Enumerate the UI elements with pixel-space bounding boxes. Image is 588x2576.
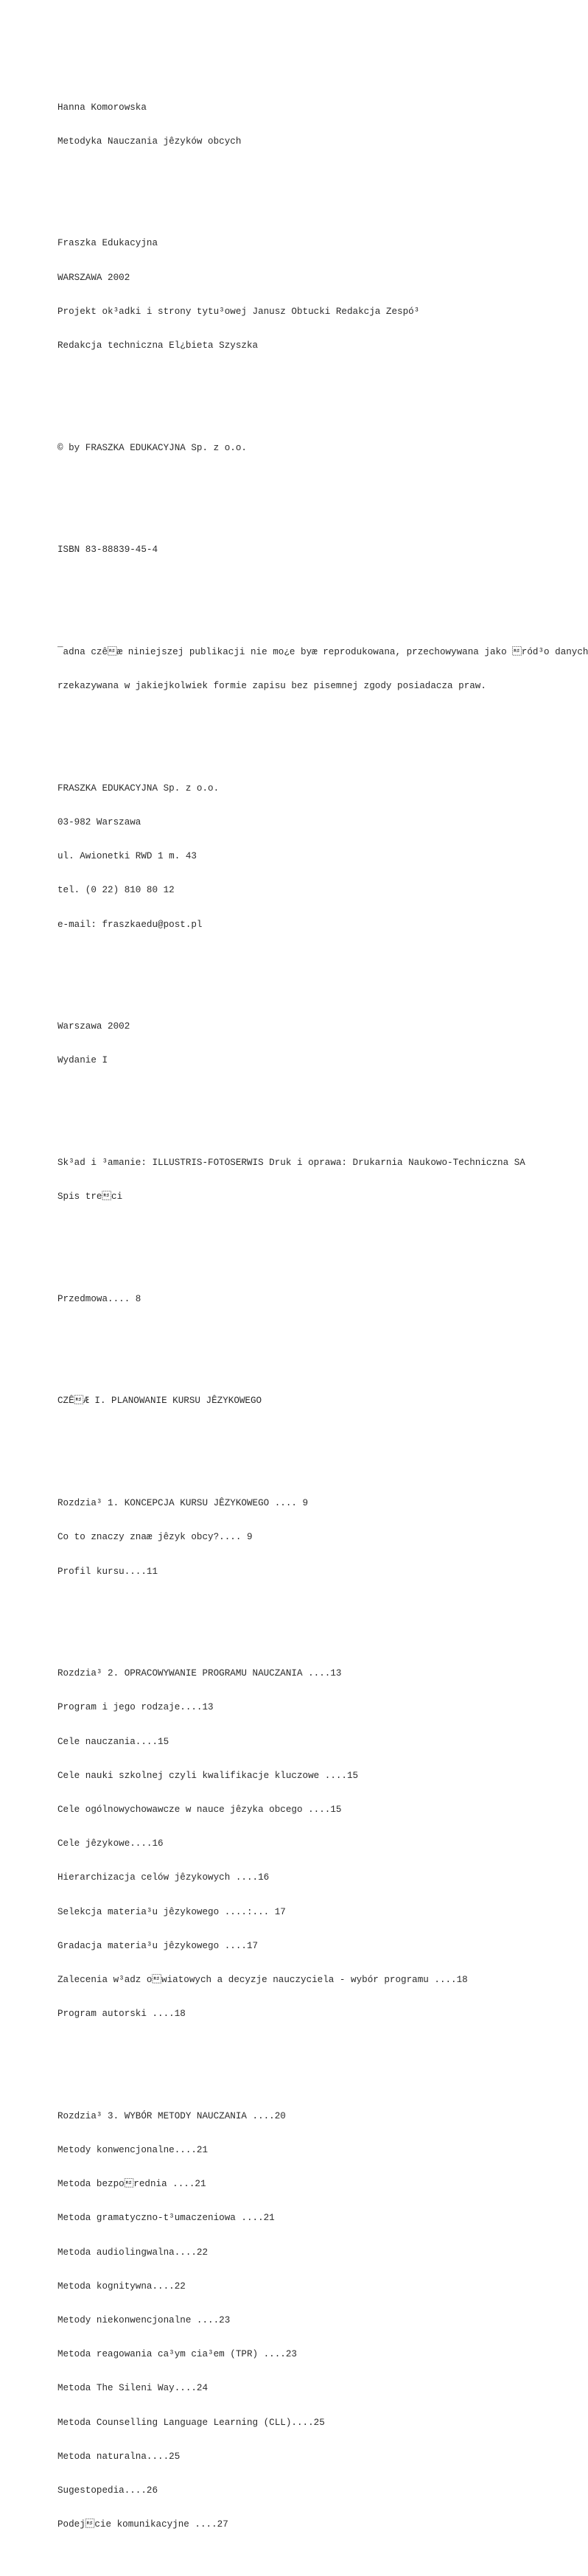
publisher-name: Fraszka Edukacyjna bbox=[57, 238, 158, 249]
isbn-block bbox=[57, 522, 566, 579]
rights-block bbox=[57, 624, 588, 715]
toc-entry: Cele ogólnowychowawcze w nauce jêzyka obcego ....15 bbox=[57, 1804, 342, 1815]
production-block bbox=[57, 1135, 566, 1225]
chapter-heading: Rozdzia³ 2. OPRACOWYWANIE PROGRAMU NAUCZANIA ....13 bbox=[57, 1668, 342, 1679]
toc-entry: Selekcja materia³u jêzykowego ....:... 17 bbox=[57, 1906, 286, 1917]
toc-entry: Cele jêzykowe....16 bbox=[57, 1838, 164, 1849]
isbn: ISBN 83-88839-45-4 bbox=[57, 545, 158, 556]
company-name: FRASZKA EDUKACYJNA Sp. z o.o. bbox=[57, 783, 220, 794]
foreword-block bbox=[57, 1271, 566, 1328]
address-block bbox=[57, 760, 566, 953]
part-heading: CZÊ Æ I. PLANOWANIE KURSU JÊZYKOWEGO bbox=[57, 1396, 262, 1407]
toc-entry: Podej cie komunikacyjne ....27 bbox=[57, 2519, 228, 2530]
toc-entry: Metoda naturalna....25 bbox=[57, 2451, 181, 2462]
toc-entry: Metoda reagowania ca³ym cia³em (TPR) ....23 bbox=[57, 2349, 297, 2360]
toc-entry: Hierarchizacja celów jêzykowych ....16 bbox=[57, 1872, 270, 1883]
toc-entry: Sugestopedia....26 bbox=[57, 2485, 158, 2496]
rights-notice-line: ¯adna czê æ niniejszej publikacji nie mo¿e byæ reprodukowana, przechowywana jako ród³o danych bbox=[57, 646, 588, 657]
toc-entry-foreword: Przedmowa.... 8 bbox=[57, 1293, 141, 1304]
toc-entry: Program autorski ....18 bbox=[57, 2009, 186, 2020]
postal-code-city: 03-982 Warszawa bbox=[57, 816, 141, 827]
document-text bbox=[57, 57, 588, 2576]
toc-entry: Profil kursu....11 bbox=[57, 1566, 158, 1577]
book-title: Metodyka Nauczania jêzyków obcych bbox=[57, 136, 242, 147]
phone-number: tel. (0 22) 810 80 12 bbox=[57, 885, 175, 896]
toc-entry: Gradacja materia³u jêzykowego ....17 bbox=[57, 1940, 259, 1951]
toc-heading: Spis tre ci bbox=[57, 1191, 123, 1203]
copyright-notice: © by FRASZKA EDUKACYJNA Sp. z o.o. bbox=[57, 442, 247, 453]
chapter-heading: Rozdzia³ 1. KONCEPCJA KURSU JÊZYKOWEGO .... 9 bbox=[57, 1498, 309, 1509]
edition-block bbox=[57, 998, 566, 1089]
rights-notice-line: rzekazywana w jakiejkolwiek formie zapisu bez pisemnej zgody posiadacza praw. bbox=[57, 681, 486, 692]
toc-entry: Metoda gramatyczno-t³umaczeniowa ....21 bbox=[57, 2213, 275, 2224]
toc-entry: Co to znaczy znaæ jêzyk obcy?.... 9 bbox=[57, 1532, 253, 1543]
toc-entry: Metody konwencjonalne....21 bbox=[57, 2145, 209, 2155]
toc-entry: Metoda bezpo rednia ....21 bbox=[57, 2179, 206, 2190]
toc-entry: Metoda audiolingwalna....22 bbox=[57, 2247, 209, 2258]
edition-number: Wydanie I bbox=[57, 1055, 108, 1066]
street-address: ul. Awionetki RWD 1 m. 43 bbox=[57, 851, 197, 862]
chapter-heading: Rozdzia³ 3. WYBÓR METODY NAUCZANIA ....20 bbox=[57, 2110, 286, 2121]
toc-entry: Zalecenia w³adz o wiatowych a decyzje nauczyciela - wybór programu ....18 bbox=[57, 1974, 468, 1985]
toc-entry: Program i jego rodzaje....13 bbox=[57, 1702, 214, 1713]
publisher-city-year: WARSZAWA 2002 bbox=[57, 272, 130, 283]
cover-project-credit: Projekt ok³adki i strony tytu³owej Janusz Obtucki Redakcja Zespó³ bbox=[57, 306, 420, 317]
chapter-1-block bbox=[57, 1475, 566, 1600]
title-block bbox=[57, 80, 566, 170]
typesetting-credit: Sk³ad i ³amanie: ILLUSTRIS-FOTOSERWIS Druk i oprawa: Drukarnia Naukowo-Techniczna SA bbox=[57, 1158, 525, 1169]
toc-entry: Cele nauczania....15 bbox=[57, 1736, 169, 1747]
publisher-block bbox=[57, 216, 566, 375]
chapter-2-block bbox=[57, 1645, 566, 2043]
toc-entry: Cele nauki szkolnej czyli kwalifikacje kluczowe ....15 bbox=[57, 1770, 359, 1781]
copyright-block bbox=[57, 420, 566, 477]
email-address: e-mail: fraszkaedu@post.pl bbox=[57, 919, 203, 930]
technical-editor-credit: Redakcja techniczna El¿bieta Szyszka bbox=[57, 340, 259, 351]
toc-entry: Metoda Counselling Language Learning (CLL)....25 bbox=[57, 2417, 325, 2428]
toc-entry: Metoda The Sileni Way....24 bbox=[57, 2383, 209, 2394]
part-block bbox=[57, 1373, 566, 1430]
edition-place-year: Warszawa 2002 bbox=[57, 1021, 130, 1032]
toc-entry: Metoda kognitywna....22 bbox=[57, 2281, 186, 2292]
author-name: Hanna Komorowska bbox=[57, 102, 147, 113]
toc-entry: Metody niekonwencjonalne ....23 bbox=[57, 2315, 231, 2326]
chapter-3-block bbox=[57, 2088, 566, 2553]
